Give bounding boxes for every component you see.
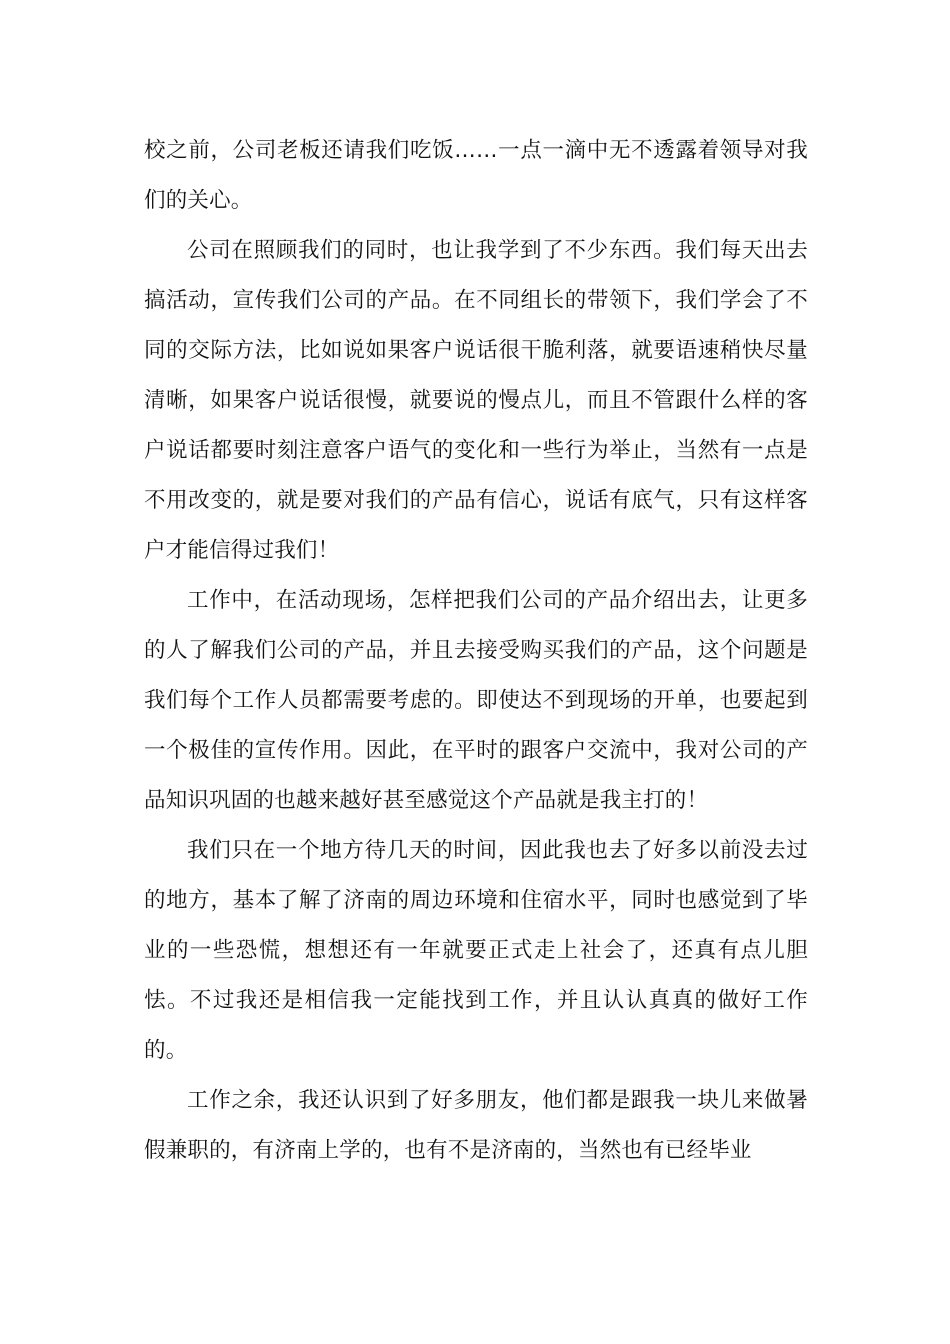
body-text: [144, 126, 808, 1176]
paragraph-3: 工作中，在活动现场，怎样把我们公司的产品介绍出去，让更多的人了解我们公司的产品，并且去接受购买我们的产品，这个问题是我们每个工作人员都需要考虑的。即使达不到现场的开单，也要起到一个极佳的宣传作用。因此，在平时的跟客户交流中，我对公司的产品知识巩固的也越来越好甚至感觉这个产品就是我主打的！: [144, 588, 808, 813]
paragraph-2: 公司在照顾我们的同时，也让我学到了不少东西。我们每天出去搞活动，宣传我们公司的产品。在不同组长的带领下，我们学会了不同的交际方法，比如说如果客户说话很干脆利落，就要语速稍快尽量清晰，如果客户说话很慢，就要说的慢点儿，而且不管跟什么样的客户说话都要时刻注意客户语气的变化和一些行为举止，当然有一点是不用改变的，就是要对我们的产品有信心，说话有底气，只有这样客户才能信得过我们！: [144, 238, 808, 563]
paragraph-1: 校之前，公司老板还请我们吃饭……一点一滴中无不透露着领导对我们的关心。: [144, 138, 808, 213]
paragraph-5: 工作之余，我还认识到了好多朋友，他们都是跟我一块儿来做暑假兼职的，有济南上学的，也有不是济南的，当然也有已经毕业: [144, 1088, 808, 1163]
paragraph-4: 我们只在一个地方待几天的时间，因此我也去了好多以前没去过的地方，基本了解了济南的周边环境和住宿水平，同时也感觉到了毕业的一些恐慌，想想还有一年就要正式走上社会了，还真有点儿胆怯。不过我还是相信我一定能找到工作，并且认认真真的做好工作的。: [144, 838, 808, 1063]
